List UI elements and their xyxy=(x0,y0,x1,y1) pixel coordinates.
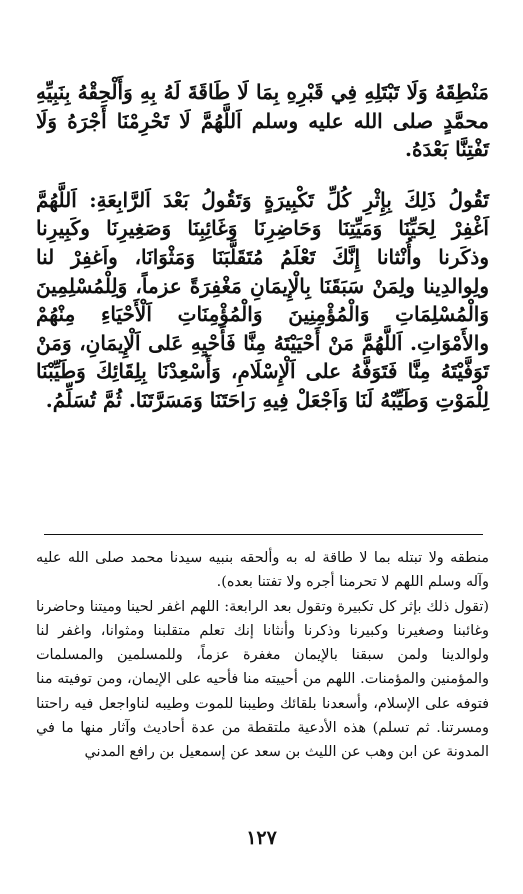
main-text xyxy=(36,78,489,415)
commentary-paragraph-continuation: منطقه ولا تبتله بما لا طاقة له به وألحقه بنبيه سيدنا محمد صلى الله عليه وآله وسلم اللهم لا تحرمنا أجره ولا تفتنا بعده). xyxy=(36,550,489,591)
footnote-separator xyxy=(44,534,483,535)
main-paragraph-continuation: مَنْطِقَهُ وَلَا تَبْتَلِهِ فِي قَبْرِهِ بِمَا لَا طَاقَةَ لَهُ بِهِ وَأَلْحِقْهُ بِنَبِيِّهِ محمَّدٍ صلى الله عليه وسلم اَللَّهُمَّ لَا تَحْرِمْنَا أَجْرَهُ وَلَا تَفْتِنَّا بَعْدَهُ. xyxy=(36,80,490,162)
main-paragraph-prayer: تَقُولُ ذَلِكَ بِإِثْرِ كُلِّ تَكْبِيرَةٍ وَتَقُولُ بَعْدَ اَلرَّابِعَةِ: اَللَّهُمَّ اَغْفِرْ لِحَيِّنَا وَمَيِّتِنَا وَحَاضِرِنَا وَغَائِبِنَا وَصَغِيرِنَا وكَبِيرِنا وذكَرنا وأُنْثانا إِنَّكَ تَعْلَمُ مُتَقَلَّبَنَا وَمَثْوَانَا، واَغفِرْ لنا ولِوالدِينا ولِمَنْ سَبَقَنَا بِالْإِيمَانِ مَغْفِرَةً عزماً، وَلِلْمُسْلِمِينَ وَالْمُسْلِمَاتِ وَالْمُؤْمِنِينَ وَالْمُؤْمِنَاتِ اَلْأَحْيَاءِ مِنْهُمْ والأَمْوَاتِ. اَللَّهُمَّ مَنْ أَحْيَيْتَهُ مِنَّا فَأَحْيِهِ عَلى اَلْإِيمَانِ، وَمَنْ تَوَفَّيْتَهُ مِنَّا فَتَوَفَّهُ على اَلْإِسْلَامِ، وَأَسْعِدْنَا بِلِقَائِكَ وَطَيِّبْنَا لِلْمَوْتِ وَطَيِّبْهُ لَنَا وَاَجْعَلْ فِيهِ رَاحَتَنَا وَمَسَرَّتَنَا. ثُمَّ تُسَلِّمُ. xyxy=(36,187,489,412)
commentary-paragraph-prayer: (تقول ذلك بإثر كل تكبيرة وتقول بعد الرابعة: اللهم اغفر لحينا وميتنا وحاضرنا وغائبنا وصغيرنا وكبيرنا وذكرنا وأنثانا إنك تعلم متقلبنا ومثوانا، واغفر لنا ولوالدينا ولمن سبقنا بالإيمان مغفرة عزماً، وللمسلمين والمسلمات والمؤمنين والمؤمنات. اللهم من أحييته منا فأحيه على الإيمان، ومن توفيته منا فتوفه على الإسلام، وأسعدنا بلقائك وطيبنا للموت وطيبه لناواجعل فيه راحتنا ومسرتنا. ثم تسلم) هذه الأدعية ملتقطة من عدة أحاديث وآثار منها ما في المدونة عن ابن وهب عن الليث بن سعد عن إسمعيل بن رافع المدني xyxy=(36,598,489,761)
page-number: ١٢٧ xyxy=(246,827,277,849)
commentary-text xyxy=(36,546,489,765)
